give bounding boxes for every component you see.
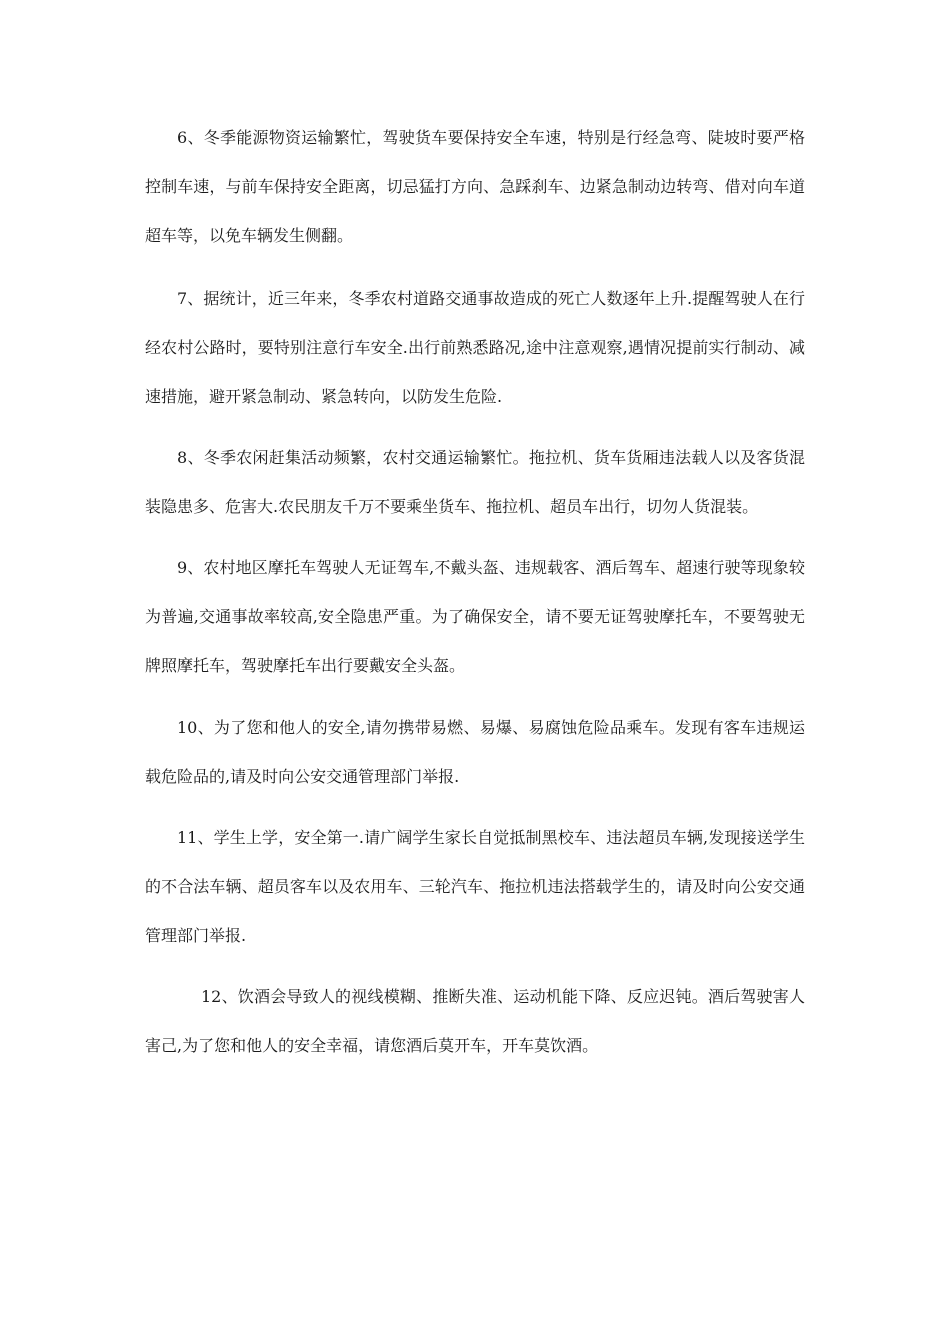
paragraph-9: 9、农村地区摩托车驾驶人无证驾车,不戴头盔、违规载客、酒后驾车、超速行驶等现象较为普遍,交通事故率较高,安全隐患严重。为了确保安全，请不要无证驾驶摩托车，不要驾驶无牌照摩托车，驾驶摩托车出行要戴安全头盔。 — [145, 558, 805, 675]
paragraph-12: 12、饮酒会导致人的视线模糊、推断失准、运动机能下降、反应迟钝。酒后驾驶害人害己,为了您和他人的安全幸福，请您酒后莫开车，开车莫饮酒。 — [145, 987, 805, 1055]
paragraph-6: 6、冬季能源物资运输繁忙，驾驶货车要保持安全车速，特别是行经急弯、陡坡时要严格控制车速，与前车保持安全距离，切忌猛打方向、急踩刹车、边紧急制动边转弯、借对向车道超车等，以免车辆发生侧翻。 — [145, 128, 805, 245]
paragraph-11: 11、学生上学，安全第一.请广阔学生家长自觉抵制黑校车、违法超员车辆,发现接送学生的不合法车辆、超员客车以及农用车、三轮汽车、拖拉机违法搭载学生的，请及时向公安交通管理部门举报. — [145, 828, 805, 945]
paragraph-10: 10、为了您和他人的安全,请勿携带易燃、易爆、易腐蚀危险品乘车。发现有客车违规运载危险品的,请及时向公安交通管理部门举报. — [145, 718, 805, 786]
paragraph-8: 8、冬季农闲赶集活动频繁，农村交通运输繁忙。拖拉机、货车货厢违法载人以及客货混装隐患多、危害大.农民朋友千万不要乘坐货车、拖拉机、超员车出行，切勿人货混装。 — [145, 448, 805, 516]
paragraph-7: 7、据统计，近三年来，冬季农村道路交通事故造成的死亡人数逐年上升.提醒驾驶人在行经农村公路时，要特别注意行车安全.出行前熟悉路况,途中注意观察,遇情况提前实行制动、减速措施，避开紧急制动、紧急转向，以防发生危险. — [145, 289, 805, 406]
